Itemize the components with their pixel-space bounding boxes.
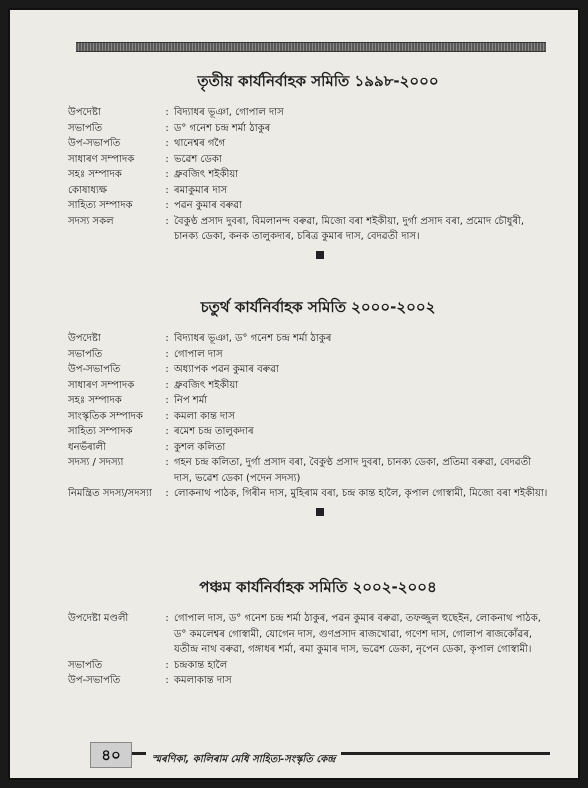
committee-row: [68, 611, 548, 658]
role-label: সভাপতি: [68, 122, 103, 134]
committee-row: [68, 183, 548, 199]
committee-row: [68, 105, 548, 121]
role-label: সভাপতি: [68, 659, 103, 671]
role-label: উপ-সভাপতি: [68, 138, 121, 149]
colon-separator: :: [165, 364, 169, 375]
role-label: সাধাৰণ সম্পাদক: [68, 379, 135, 391]
committee-row: [68, 673, 548, 689]
role-label: উপ-সভাপতি: [68, 675, 121, 686]
member-names: গোপাল দাস: [174, 348, 223, 360]
committee-row: [68, 409, 548, 425]
committee-row: [68, 362, 548, 378]
member-names: বিদ্যাধৰ ভূঞা, ড° গনেশ চন্দ্ৰ শৰ্মা ঠাকুৰ: [174, 333, 332, 344]
committee-row: [68, 167, 548, 183]
colon-separator: :: [165, 488, 169, 499]
committee-row: [68, 152, 548, 168]
committee-row: [68, 214, 548, 245]
role-label: সভাপতি: [68, 348, 103, 360]
member-names: কুশল কলিতা: [174, 441, 226, 453]
colon-separator: :: [165, 659, 169, 671]
section-heading: চতুৰ্থ কাৰ্যনিৰ্বাহক সমিতি ২০০০-২০০২: [200, 298, 436, 316]
committee-row: [68, 136, 548, 152]
colon-separator: :: [165, 395, 169, 406]
role-label: সহঃ সম্পাদক: [68, 169, 122, 180]
member-names: পৱন কুমাৰ বৰুৱা: [174, 200, 242, 211]
colon-separator: :: [165, 138, 169, 149]
footer-publication-title: স্মৰণিকা, কালিৰাম মেধি সাহিত্য-সংস্কৃতি কেন্দ্ৰ: [146, 752, 341, 769]
colon-separator: :: [165, 410, 169, 422]
section-separator-square-icon: [316, 251, 324, 259]
member-names: নিপ শৰ্মা: [174, 395, 208, 406]
colon-separator: :: [165, 200, 169, 211]
member-names: বিদ্যাধৰ ভূঞা, গোপাল দাস: [174, 107, 284, 118]
page-footer: [60, 738, 550, 768]
role-label: উপদেষ্টা: [68, 107, 101, 118]
committee-row: [68, 393, 548, 409]
member-names: থানেশ্বৰ গগৈ: [174, 138, 226, 149]
colon-separator: :: [165, 215, 169, 227]
page-number: ৪০: [90, 742, 132, 768]
committee-row: [68, 455, 548, 486]
committee-row: [68, 424, 548, 440]
committee-row: [68, 658, 548, 674]
role-label: সাহিত্য সম্পাদক: [68, 200, 133, 211]
committee-section-1998-2000: [68, 70, 548, 259]
committee-section-2002-2004: [68, 576, 548, 689]
role-label: সাধাৰণ সম্পাদক: [68, 153, 135, 165]
role-label: সদস্য সকল: [68, 215, 114, 227]
member-names: ড° গনেশ চন্দ্ৰ শৰ্মা ঠাকুৰ: [174, 122, 271, 134]
colon-separator: :: [165, 122, 169, 134]
role-label: উপদেষ্টা: [68, 333, 101, 344]
committee-section-2000-2002: [68, 296, 548, 516]
role-label: নিমন্ত্ৰিত সদস্য/সদস্যা: [68, 488, 152, 499]
role-label: সহঃ সম্পাদক: [68, 395, 122, 406]
role-label: কোষাধ্যক্ষ: [68, 184, 107, 196]
role-label: সদস্য / সদস্যা: [68, 457, 124, 468]
document-page: [8, 8, 580, 780]
colon-separator: :: [165, 426, 169, 437]
section-heading: তৃতীয় কাৰ্যনিৰ্বাহক সমিতি ১৯৯৮-২০০০: [197, 72, 439, 90]
member-names: গহন চন্দ্ৰ কলিতা, দুৰ্গা প্ৰসাদ বৰা, বৈকুণ্ঠ প্ৰসাদ দুবৰা, চানক্য ডেকা, প্ৰতিমা বৰুৱা, বেদৱতী দাস, ভৱেশ ডেকা (পদেন সদস্য): [174, 457, 532, 484]
colon-separator: :: [165, 333, 169, 344]
committee-row: [68, 378, 548, 394]
colon-separator: :: [165, 169, 169, 180]
role-label: সাংস্কৃতিক সম্পাদক: [68, 410, 143, 422]
committee-row: [68, 121, 548, 137]
colon-separator: :: [165, 153, 169, 165]
colon-separator: :: [165, 613, 169, 624]
committee-row: [68, 440, 548, 456]
member-names: অধ্যাপক পৱন কুমাৰ বৰুৱা: [174, 364, 279, 375]
committee-row: [68, 347, 548, 363]
committee-row: [68, 198, 548, 214]
member-names: ৰমেশ চন্দ্ৰ তালুকদাৰ: [174, 426, 254, 437]
member-names: গোপাল দাস, ড° গনেশ চন্দ্ৰ শৰ্মা ঠাকুৰ, পৱন কুমাৰ বৰুৱা, তফজ্জুল হুছেইন, লোকনাথ পাঠক, ড° কমলেশ্বৰ গোস্বামী, যোগেন দাস, গুণপ্ৰসাদ ৰাজখোৱা, গণেশ দাস, গোলাপ ৰাজকোঁৱৰ, যতীন্দ্ৰ নাথ বৰুৱা, গঙ্গাধৰ শৰ্মা, ৰমা কুমাৰ দাস, ভৱেশ ডেকা, নৃপেন ডেকা, কৃপাল গোস্বামী।: [174, 613, 541, 655]
role-label: সাহিত্য সম্পাদক: [68, 426, 133, 437]
committee-row: [68, 486, 548, 502]
colon-separator: :: [165, 675, 169, 686]
colon-separator: :: [165, 457, 169, 468]
member-names: বৈকুণ্ঠ প্ৰসাদ দুবৰা, বিমলানন্দ বৰুৱা, মিজো বৰা শইকীয়া, দুৰ্গা প্ৰসাদ বৰা, প্ৰমোদ চৌধুৰী, চানক্য ডেকা, কনক তালুকদাৰ, চৰিত্ৰ কুমাৰ দাস, বেদৱতী দাস।: [174, 215, 525, 242]
member-names: ভৱেশ ডেকা: [174, 153, 222, 165]
colon-separator: :: [165, 441, 169, 453]
role-label: উপ-সভাপতি: [68, 364, 121, 375]
colon-separator: :: [165, 107, 169, 118]
role-label: উপদেষ্টা মণ্ডলী: [68, 613, 129, 624]
top-decorative-bar: [76, 42, 546, 52]
section-separator-square-icon: [316, 508, 324, 516]
section-heading: পঞ্চম কাৰ্যনিৰ্বাহক সমিতি ২০০২-২০০৪: [199, 578, 437, 596]
member-names: চন্দ্ৰকান্ত হালৈ: [174, 659, 228, 671]
member-names: কমলাকান্ত দাস: [174, 675, 232, 686]
committee-row: [68, 331, 548, 347]
colon-separator: :: [165, 379, 169, 391]
colon-separator: :: [165, 348, 169, 360]
member-names: ধ্ৰুবজিৎ শইকীয়া: [174, 379, 239, 391]
member-names: লোকনাথ পাঠক, গিৰীন দাস, মুহিৰাম বৰা, চন্দ্ৰ কান্ত হালৈ, কৃপাল গোস্বামী, মিজো বৰা শইকীয়া।: [174, 488, 548, 499]
member-names: ধ্ৰুবজিৎ শইকীয়া: [174, 169, 239, 180]
colon-separator: :: [165, 184, 169, 196]
role-label: ধনভঁৰালী: [68, 441, 106, 453]
member-names: ৰমাকুমাৰ দাস: [174, 184, 228, 196]
member-names: কমলা কান্ত দাস: [174, 410, 235, 422]
